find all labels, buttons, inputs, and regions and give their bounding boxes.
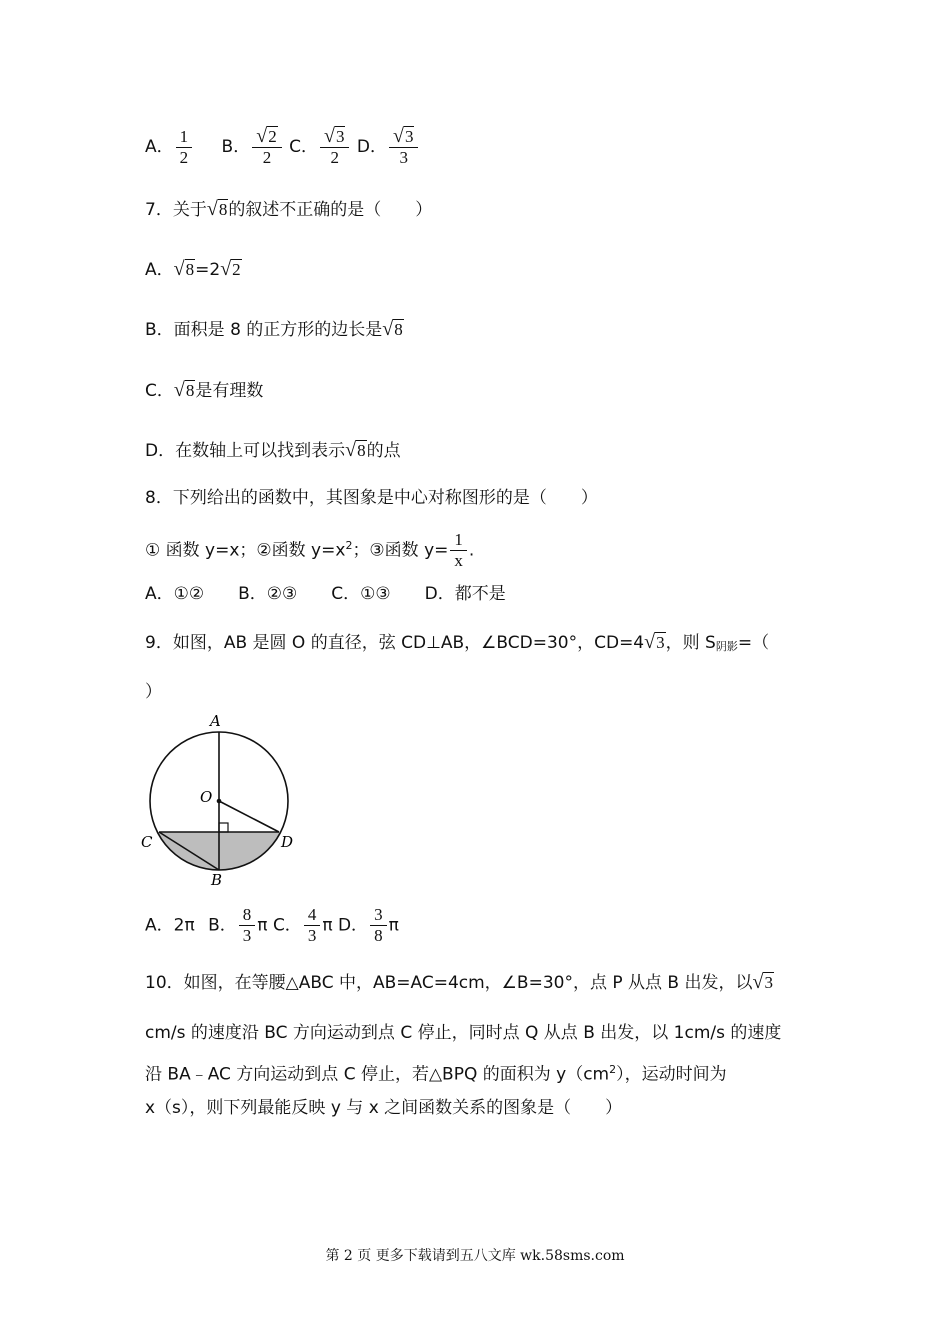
q7-option-b: B．面积是 8 的正方形的边长是√8 [145,318,403,340]
q7-option-c: C．√8是有理数 [145,379,264,401]
q8-reciprocal-fraction: $\frac{1}{x}$ [450,530,467,571]
q10-line-3: 沿 BA﹣AC 方向运动到点 C 停止，若△BPQ 的面积为 $y(cm^2)$，运动时间为 [145,1063,727,1085]
label-a: A [210,712,221,730]
q6-option-b-fraction: $\frac{√2}{2}$ [252,126,281,168]
q7-option-d: D．在数轴上可以找到表示√8的点 [145,439,401,461]
label-o: O [200,788,213,806]
q6-option-d-fraction: $\frac{√3}{3}$ [389,126,418,168]
q6-option-a-fraction: $\frac{1}{2}$ [176,127,193,168]
q9-stem-line2: ） [145,682,162,702]
q6-options: A． $\frac{1}{2}$ B． $\frac{√2}{2}$ C． $\frac{√3}{2}$ D． $\frac{√3}{3}$ [145,126,420,168]
right-angle-mark [219,823,228,832]
q8-functions: ① 函数 y=x；②函数 $y=x^2$；③函数 y= $\frac{1}{x}$ . [145,530,475,570]
q8-stem: 8．下列给出的函数中，其图象是中心对称图形的是（ ） [145,488,598,508]
q10-line-4: x（s），则下列最能反映 y 与 x 之间函数关系的图象是（ ） [145,1098,623,1118]
q9-stem: 9．如图，AB 是圆 O 的直径，弦 CD⊥AB，∠BCD=30°，CD=4√3，则 S阴影=（ [145,631,770,653]
q6-option-c-fraction: $\frac{√3}{2}$ [320,126,349,168]
label-c: C [141,833,153,851]
center-point-o [217,799,222,804]
q10-line-1: 10．如图，在等腰△ABC 中，AB=AC=4cm，∠B=30°，点 P 从点 B 出发，以√3 [145,971,773,993]
q9-options: A．2π B． $\frac{8}{3}$ π C． $\frac{4}{3}$ π D． $\frac{3}{8}$ π [145,905,399,945]
q9-option-c-fraction: $\frac{4}{3}$ [304,905,321,946]
label-d: D [281,833,294,851]
q9-option-b-fraction: $\frac{8}{3}$ [239,905,256,946]
q8-options: A．①② B．②③ C．①③ D．都不是 [145,584,506,604]
q7-option-a: A．√8=2√2 [145,258,241,280]
q9-circle-figure [140,710,300,890]
label-b: B [211,871,223,889]
q10-line-2: cm/s 的速度沿 BC 方向运动到点 C 停止，同时点 Q 从点 B 出发，以 1cm/s 的速度 [145,1023,782,1043]
q7-stem: 7．关于√8的叙述不正确的是（ ） [145,198,433,220]
q9-option-d-fraction: $\frac{3}{8}$ [370,905,387,946]
page-footer: 第 2 页 更多下载请到五八文库 wk.58sms.com [325,1248,625,1264]
